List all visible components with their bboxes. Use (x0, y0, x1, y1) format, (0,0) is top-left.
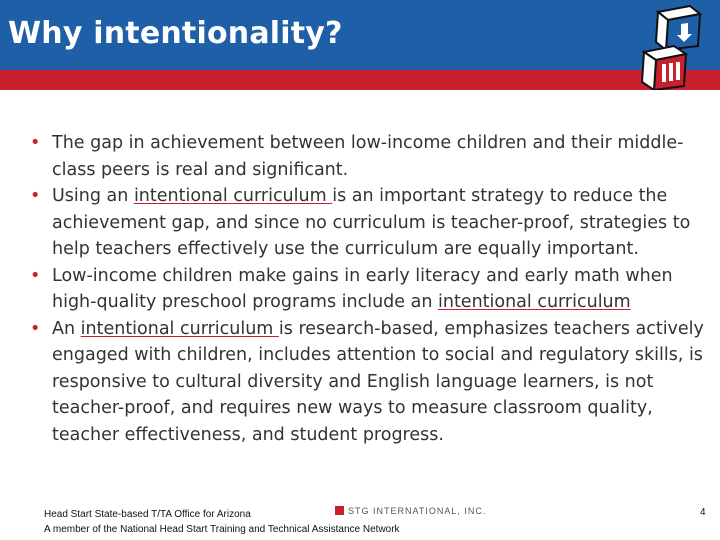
partner-logo-mark (335, 506, 344, 515)
header-stripe (0, 70, 720, 90)
curriculum-link[interactable]: intentional curriculum (437, 292, 631, 312)
bullet-dot-icon: • (30, 186, 41, 206)
curriculum-link[interactable]: intentional curriculum (80, 318, 279, 339)
bullet-item (30, 130, 710, 183)
partner-logo-text: STG INTERNATIONAL, INC. (348, 506, 487, 516)
bullet-list (30, 130, 710, 448)
bullet-item (30, 183, 710, 263)
bullet-text: An (52, 318, 81, 339)
partner-logo (335, 506, 486, 516)
footer-line-2: A member of the National Head Start Training and Technical Assistance Network (44, 524, 400, 535)
bullet-text: is research-based, emphasizes teachers actively engaged with children, includes attention to social and regulatory skills, is responsive to cultural diversity and English language learners, is not teacher-proof, and requires new ways to measure classroom quality, teacher effectiveness, and student progress. (52, 318, 704, 445)
curriculum-link[interactable]: intentional curriculum (133, 186, 333, 206)
footer-line-1: Head Start State-based T/TA Office for Arizona (44, 509, 251, 520)
bullet-text: Low-income children make gains in early literacy and early math when high-quality preschool programs include an (52, 265, 673, 312)
bullet-text: Using an (52, 186, 134, 206)
bullet-item (30, 316, 710, 449)
bullet-dot-icon: • (30, 318, 41, 339)
bullet-dot-icon: • (30, 265, 41, 286)
bullet-dot-icon: • (30, 133, 41, 153)
bullet-item (30, 263, 710, 316)
page-number: 4 (700, 507, 706, 518)
page-title: Why intentionality? (8, 16, 343, 51)
abc-blocks-icon (636, 4, 712, 90)
bullet-text: The gap in achievement between low-income children and their middle-class peers is real and significant. (52, 133, 684, 180)
bullet-text: is an important strategy to reduce the achievement gap, and since no curriculum is teacher-proof, strategies to help teachers effectively use the curriculum are equally important. (52, 186, 691, 259)
